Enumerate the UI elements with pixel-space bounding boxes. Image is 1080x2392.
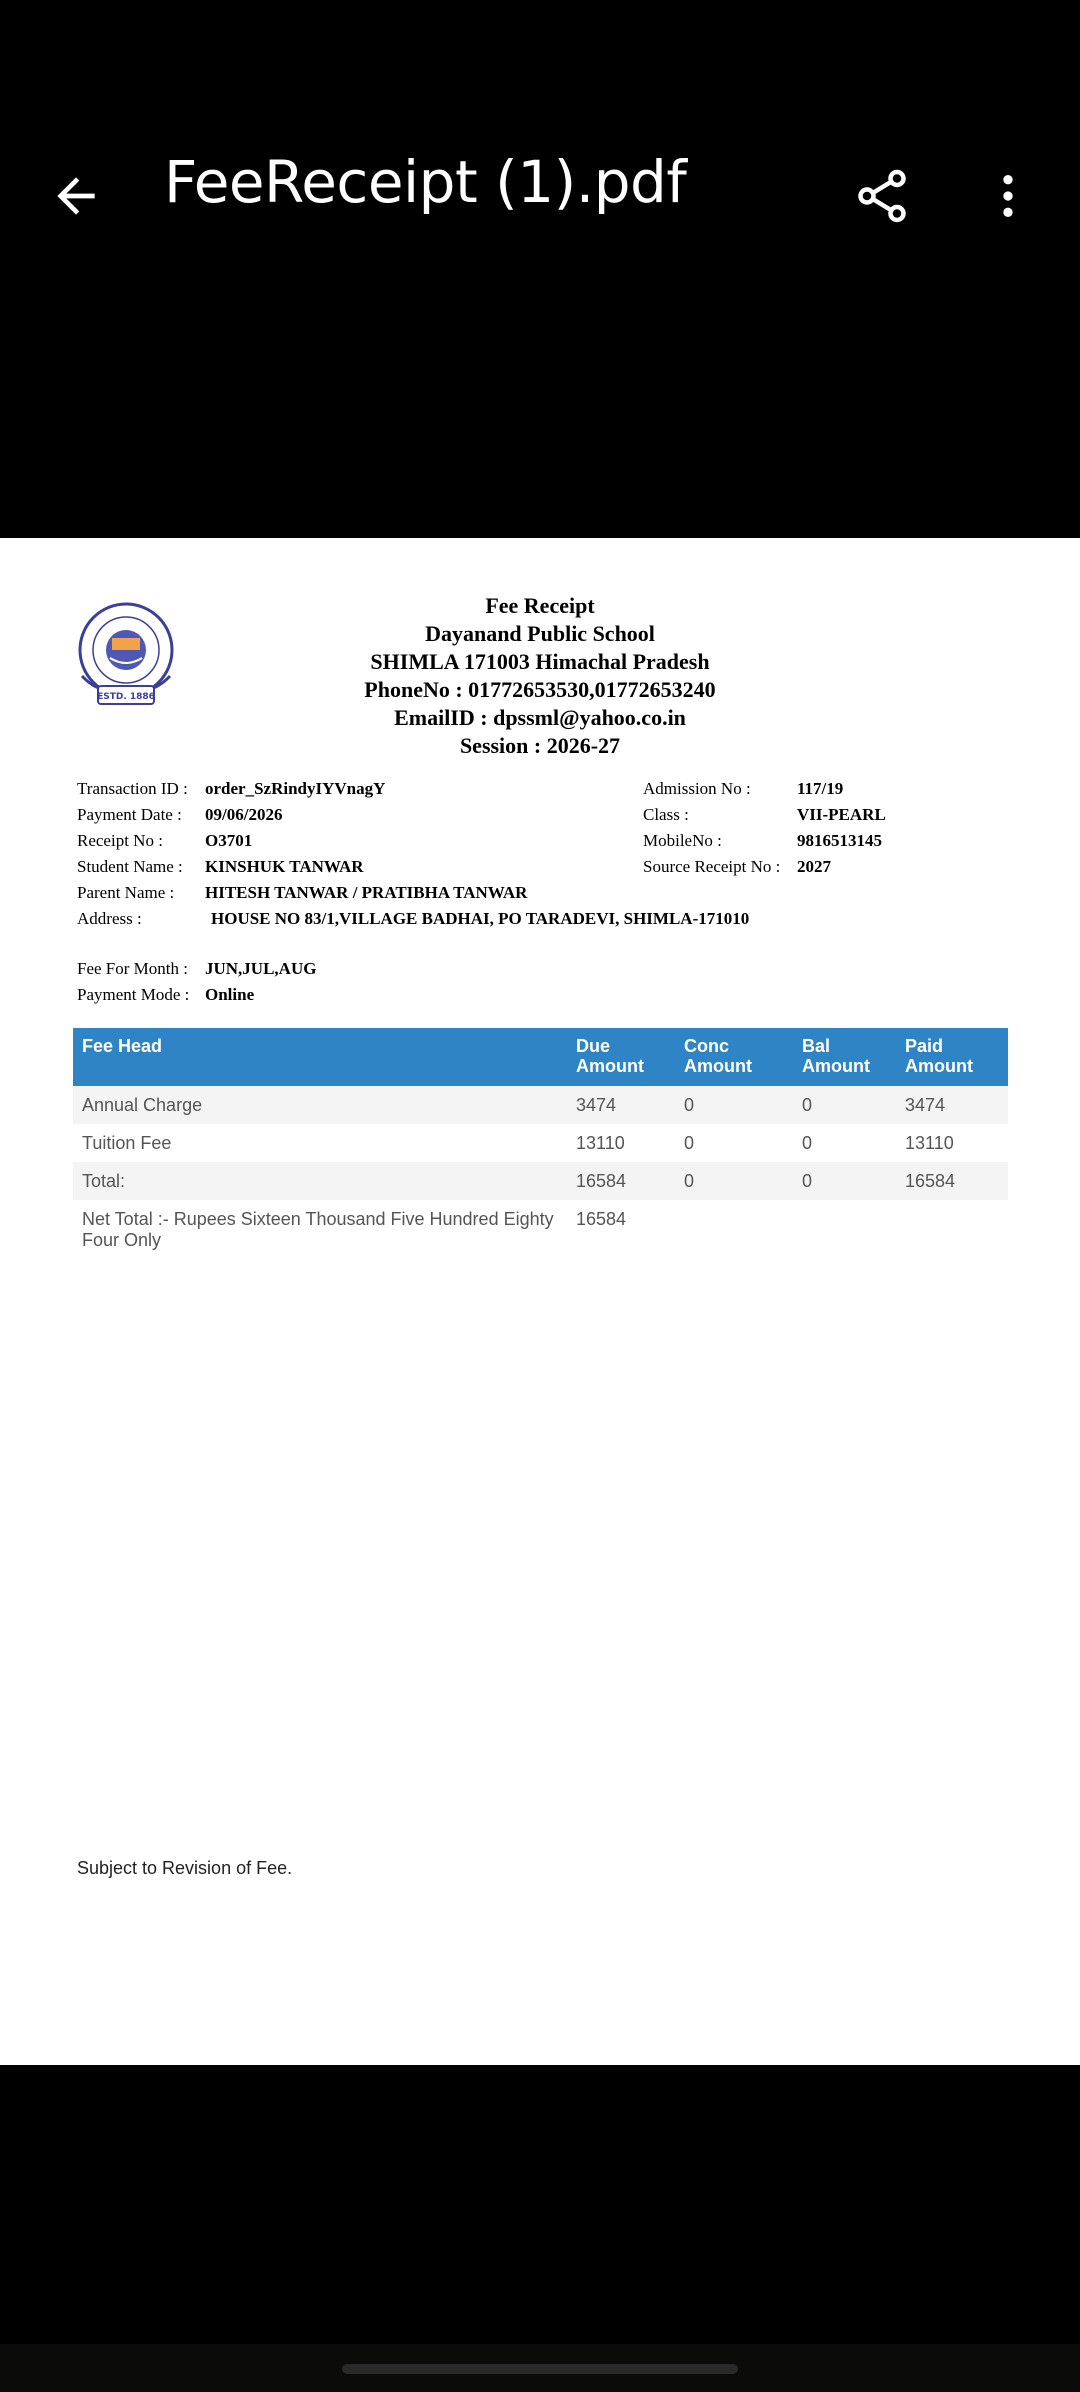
payment-details <box>77 956 577 1008</box>
fee-table <box>73 1028 1008 1259</box>
document-title: FeeReceipt (1).pdf <box>164 148 687 216</box>
net-total-label: Net Total :- Rupees Sixteen Thousand Five Hundred Eighty Four Only <box>82 1209 554 1250</box>
student-name-value: KINSHUK TANWAR <box>205 857 364 876</box>
net-total-value: 16584 <box>576 1209 627 1229</box>
parent-name-value: HITESH TANWAR / PRATIBHA TANWAR <box>205 883 528 902</box>
payment-mode-value: Online <box>205 985 255 1004</box>
parent-name-label: Parent Name : <box>77 883 175 902</box>
school-emblem-icon <box>68 598 184 710</box>
footer-note: Subject to Revision of Fee. <box>77 1858 293 1878</box>
table-cell: 0 <box>675 1086 793 1124</box>
table-cell: 16584 <box>567 1162 675 1200</box>
mobile-no-label: MobileNo : <box>643 831 722 850</box>
table-cell: 0 <box>793 1086 896 1124</box>
table-cell: Tuition Fee <box>82 1133 172 1153</box>
col-fee-head: Fee Head <box>73 1028 567 1086</box>
address-label: Address : <box>77 909 142 928</box>
transaction-id-label: Transaction ID : <box>77 779 188 798</box>
payment-mode-label: Payment Mode : <box>77 985 190 1004</box>
table-row <box>73 1124 1008 1162</box>
student-details-right <box>643 776 1003 880</box>
school-phone: PhoneNo : 01772653530,01772653240 <box>364 677 716 702</box>
col-paid-amount: Paid Amount <box>896 1028 1008 1086</box>
app-bar <box>0 0 1080 538</box>
more-options-button[interactable] <box>972 160 1044 232</box>
table-row <box>73 1086 1008 1124</box>
table-cell: Total: <box>73 1162 567 1200</box>
fee-month-label: Fee For Month : <box>77 959 188 978</box>
session: Session : 2026-27 <box>459 733 621 758</box>
home-handle[interactable] <box>342 2364 738 2374</box>
school-name: Dayanand Public School <box>425 621 655 646</box>
class-label: Class : <box>643 805 689 824</box>
table-row-total <box>73 1162 1008 1200</box>
table-header-row <box>73 1028 1008 1086</box>
transaction-id-value: order_SzRindyIYVnagY <box>205 779 386 798</box>
address-value: HOUSE NO 83/1,VILLAGE BADHAI, PO TARADEVI, SHIMLA-171010 <box>211 909 750 928</box>
table-cell: 3474 <box>896 1086 1008 1124</box>
arrow-back-icon <box>48 168 104 224</box>
table-cell: 0 <box>675 1162 793 1200</box>
col-bal-amount: Bal Amount <box>793 1028 896 1086</box>
payment-date-label: Payment Date : <box>77 805 182 824</box>
table-cell: 3474 <box>567 1086 675 1124</box>
share-icon <box>852 166 912 226</box>
payment-date-value: 09/06/2026 <box>205 805 283 824</box>
svg-text:ESTD. 1886: ESTD. 1886 <box>97 692 155 702</box>
pdf-page[interactable] <box>0 538 1080 2065</box>
table-cell: 0 <box>684 1133 695 1153</box>
receipt-header <box>240 592 840 760</box>
gesture-nav-bar <box>0 2344 1080 2392</box>
receipt-no-value: O3701 <box>205 831 253 850</box>
source-receipt-no-value: 2027 <box>797 857 831 876</box>
class-value: VII-PEARL <box>797 805 886 824</box>
table-cell: 16584 <box>896 1162 1008 1200</box>
col-due-amount: Due Amount <box>567 1028 675 1086</box>
receipt-title: Fee Receipt <box>485 593 595 618</box>
student-name-label: Student Name : <box>77 857 183 876</box>
more-vert-icon <box>980 168 1036 224</box>
school-location: SHIMLA 171003 Himachal Pradesh <box>370 649 710 674</box>
school-email: EmailID : dpssml@yahoo.co.in <box>394 705 686 730</box>
mobile-no-value: 9816513145 <box>797 831 882 850</box>
admission-no-value: 117/19 <box>797 779 844 798</box>
table-row-net-total <box>73 1200 1008 1259</box>
col-conc-amount: Conc Amount <box>675 1028 793 1086</box>
table-cell: 13110 <box>905 1133 954 1153</box>
fee-month-value: JUN,JUL,AUG <box>205 959 317 978</box>
table-cell: 0 <box>793 1162 896 1200</box>
table-cell: 0 <box>802 1133 813 1153</box>
table-cell: 13110 <box>576 1133 625 1153</box>
admission-no-label: Admission No : <box>643 779 751 798</box>
source-receipt-no-label: Source Receipt No : <box>643 857 781 876</box>
receipt-no-label: Receipt No : <box>77 831 163 850</box>
table-cell: Annual Charge <box>73 1086 567 1124</box>
share-button[interactable] <box>846 160 918 232</box>
back-button[interactable] <box>40 160 112 232</box>
